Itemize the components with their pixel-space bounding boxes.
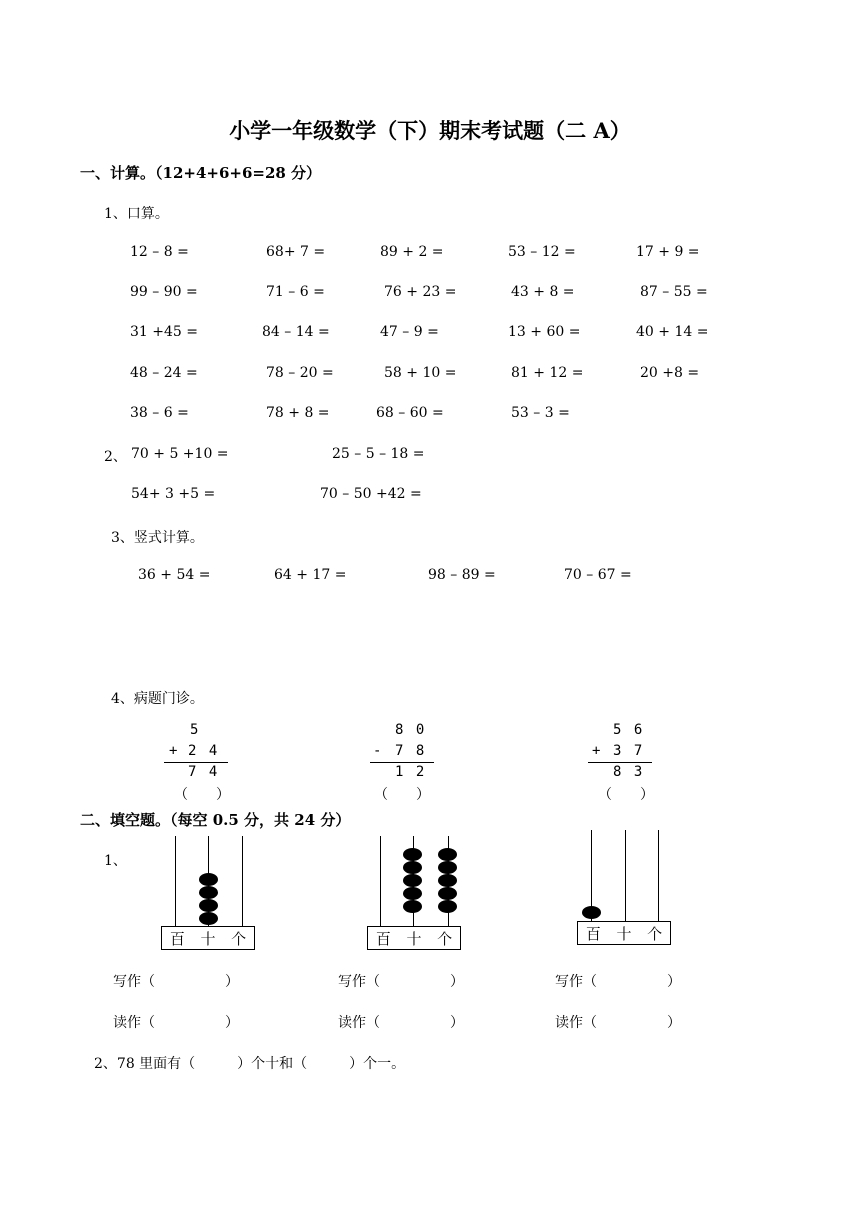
page-title: 小学一年级数学（下）期末考试题（二 A） bbox=[229, 118, 631, 143]
vertical-rule bbox=[164, 762, 228, 763]
q2-item: 25 – 5 – 18 = bbox=[332, 446, 425, 462]
abacus-bead bbox=[438, 887, 457, 900]
vertical-result: 1 2 bbox=[395, 764, 427, 780]
abacus-bead bbox=[582, 906, 601, 919]
q3-item: 98 – 89 = bbox=[428, 567, 496, 583]
abacus-bead bbox=[438, 900, 457, 913]
oral-item: 38 – 6 = bbox=[130, 405, 189, 421]
oral-item: 68+ 7 = bbox=[266, 244, 326, 260]
place-label: 十 bbox=[616, 924, 632, 943]
write-as-blank[interactable]: 写作（ ） bbox=[555, 974, 681, 990]
oral-item: 13 + 60 = bbox=[508, 324, 581, 340]
oral-item: 20 +8 = bbox=[640, 365, 700, 381]
vertical-operator: + bbox=[169, 743, 180, 759]
abacus-place-box bbox=[577, 921, 671, 945]
place-label: 百 bbox=[585, 924, 601, 943]
abacus-bead bbox=[403, 874, 422, 887]
oral-item: 48 – 24 = bbox=[130, 365, 198, 381]
q3-item: 36 + 54 = bbox=[138, 567, 211, 583]
abacus-place-box bbox=[367, 926, 461, 950]
place-label: 个 bbox=[647, 924, 663, 943]
vertical-result: 7 4 bbox=[188, 764, 220, 780]
section-2-heading: 二、填空题。（每空 0.5 分，共 24 分） bbox=[80, 811, 351, 829]
q4-label: 4、病题门诊。 bbox=[111, 691, 204, 707]
vertical-top: 5 6 bbox=[613, 722, 645, 738]
abacus-place-box bbox=[161, 926, 255, 950]
place-label: 个 bbox=[437, 929, 453, 948]
q1-label: 1、口算。 bbox=[104, 206, 169, 222]
abacus-bead bbox=[438, 848, 457, 861]
read-as-blank[interactable]: 读作（ ） bbox=[113, 1015, 239, 1031]
oral-item: 71 – 6 = bbox=[266, 284, 325, 300]
oral-item: 78 – 20 = bbox=[266, 365, 334, 381]
abacus-rod bbox=[658, 830, 659, 922]
abacus-bead bbox=[403, 887, 422, 900]
oral-item: 99 – 90 = bbox=[130, 284, 198, 300]
write-as-blank[interactable]: 写作（ ） bbox=[113, 974, 239, 990]
s2-q2-text: 2、78 里面有（ ）个十和（ ）个一。 bbox=[94, 1056, 406, 1072]
read-as-blank[interactable]: 读作（ ） bbox=[555, 1015, 681, 1031]
oral-item: 53 – 3 = bbox=[511, 405, 570, 421]
q3-label: 3、竖式计算。 bbox=[111, 530, 204, 546]
q3-item: 70 – 67 = bbox=[564, 567, 632, 583]
oral-item: 31 +45 = bbox=[130, 324, 198, 340]
vertical-top: 8 0 bbox=[395, 722, 427, 738]
vertical-operator: - bbox=[373, 743, 384, 759]
oral-item: 12 – 8 = bbox=[130, 244, 189, 260]
read-as-blank[interactable]: 读作（ ） bbox=[338, 1015, 464, 1031]
vertical-result: 8 3 bbox=[613, 764, 645, 780]
oral-item: 68 – 60 = bbox=[376, 405, 444, 421]
vertical-bottom: 3 7 bbox=[613, 743, 645, 759]
abacus-rod bbox=[625, 830, 626, 922]
abacus-bead bbox=[438, 861, 457, 874]
abacus-rod bbox=[175, 836, 176, 927]
abacus-bead bbox=[403, 900, 422, 913]
q2-label: 2、 bbox=[104, 449, 127, 465]
abacus-bead bbox=[199, 873, 218, 886]
vertical-operator: + bbox=[592, 743, 603, 759]
abacus-rod bbox=[242, 836, 243, 927]
vertical-rule bbox=[588, 762, 652, 763]
s2-q1-label: 1、 bbox=[104, 853, 127, 869]
write-as-blank[interactable]: 写作（ ） bbox=[338, 974, 464, 990]
vertical-bottom: 2 4 bbox=[188, 743, 220, 759]
answer-paren: （ ） bbox=[598, 787, 654, 803]
oral-item: 78 + 8 = bbox=[266, 405, 330, 421]
section-1-heading: 一、计算。（12+4+6+6=28 分） bbox=[80, 164, 322, 182]
oral-item: 40 + 14 = bbox=[636, 324, 709, 340]
oral-item: 76 + 23 = bbox=[384, 284, 457, 300]
oral-item: 53 – 12 = bbox=[508, 244, 576, 260]
q2-item: 70 + 5 +10 = bbox=[131, 446, 229, 462]
oral-item: 47 – 9 = bbox=[380, 324, 439, 340]
abacus-bead bbox=[199, 899, 218, 912]
abacus-bead bbox=[403, 861, 422, 874]
abacus-bead bbox=[403, 848, 422, 861]
vertical-top: 5 bbox=[190, 722, 201, 738]
oral-item: 43 + 8 = bbox=[511, 284, 575, 300]
place-label: 个 bbox=[231, 929, 247, 948]
vertical-rule bbox=[370, 762, 434, 763]
abacus-bead bbox=[438, 874, 457, 887]
place-label: 百 bbox=[375, 929, 391, 948]
abacus-rod bbox=[380, 836, 381, 927]
oral-item: 87 – 55 = bbox=[640, 284, 708, 300]
oral-item: 81 + 12 = bbox=[511, 365, 584, 381]
place-label: 十 bbox=[200, 929, 216, 948]
q2-item: 70 – 50 +42 = bbox=[320, 486, 422, 502]
answer-paren: （ ） bbox=[374, 787, 430, 803]
abacus-bead bbox=[199, 886, 218, 899]
q3-item: 64 + 17 = bbox=[274, 567, 347, 583]
oral-item: 58 + 10 = bbox=[384, 365, 457, 381]
abacus-bead bbox=[199, 912, 218, 925]
place-label: 百 bbox=[169, 929, 185, 948]
place-label: 十 bbox=[406, 929, 422, 948]
oral-item: 89 + 2 = bbox=[380, 244, 444, 260]
oral-item: 84 – 14 = bbox=[262, 324, 330, 340]
answer-paren: （ ） bbox=[174, 787, 230, 803]
q2-item: 54+ 3 +5 = bbox=[131, 486, 216, 502]
oral-item: 17 + 9 = bbox=[636, 244, 700, 260]
vertical-bottom: 7 8 bbox=[395, 743, 427, 759]
